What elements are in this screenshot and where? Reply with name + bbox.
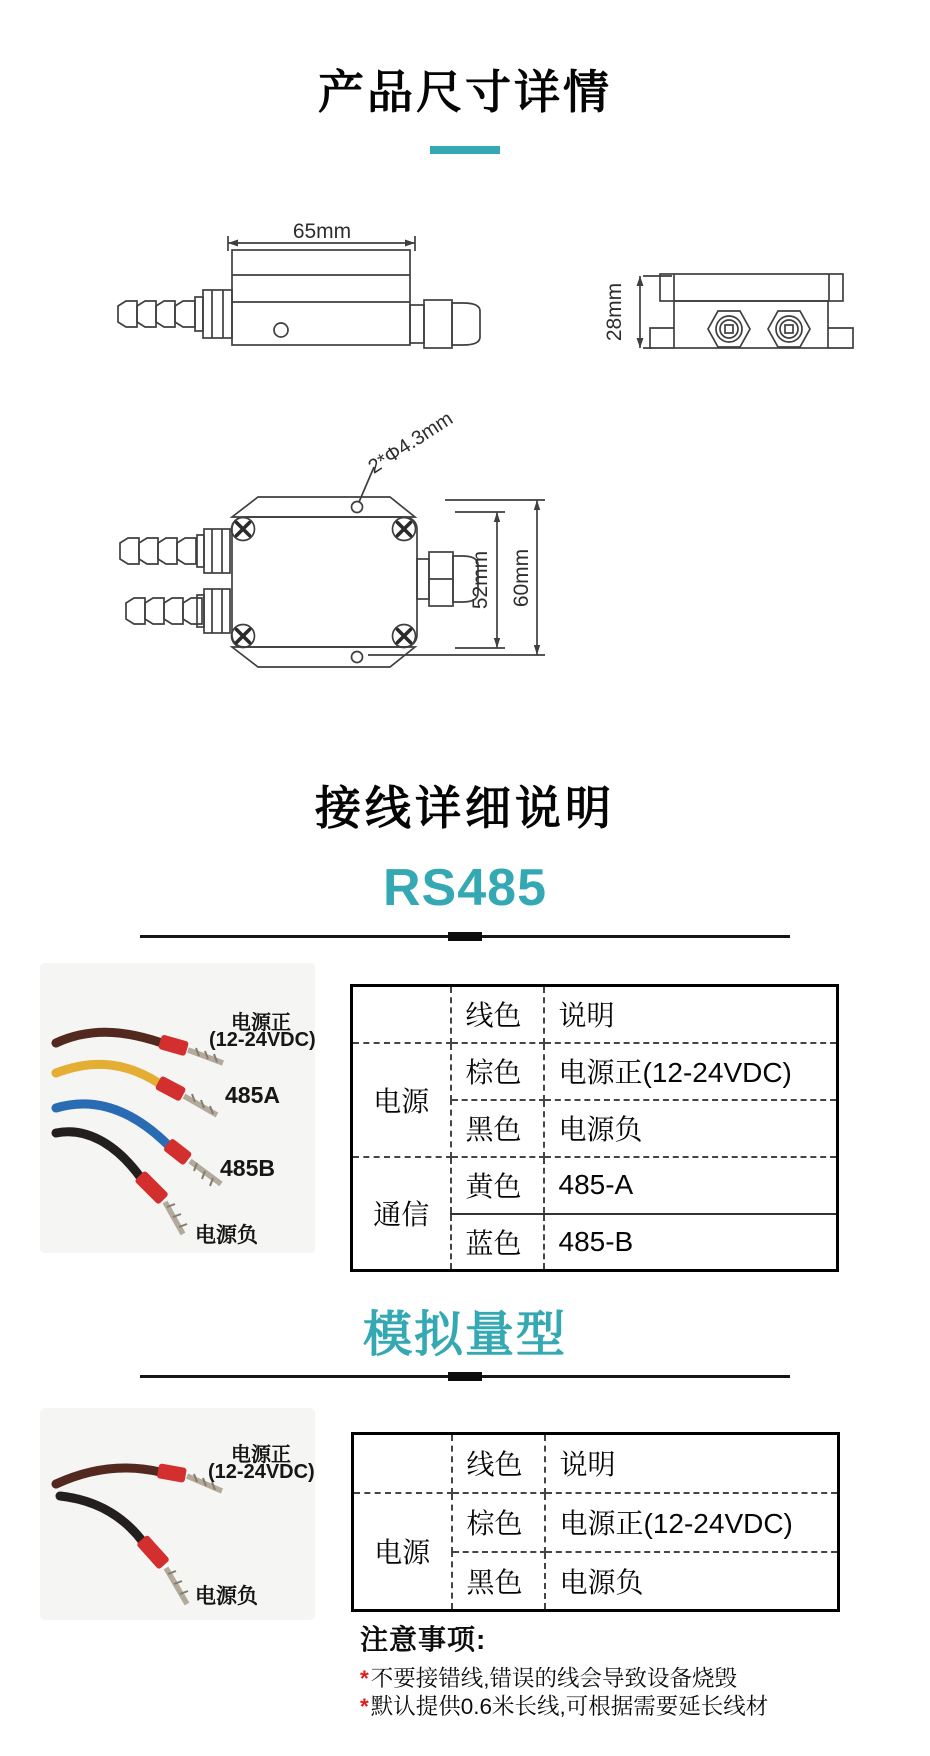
cell-desc-power-positive: 电源正(12-24VDC) [545,1493,839,1552]
wire-label-power-negative: 电源负 [195,1585,258,1608]
cell-group-power: 电源 [353,1493,452,1611]
cell-desc-power-positive: 电源正(12-24VDC) [544,1043,838,1100]
front-inner-height-dimension-label: 52mm [469,550,492,610]
note-text: 不要接错线,错误的线会导致设备烧毁 [370,1666,738,1691]
cell-color-black: 黑色 [451,1100,544,1157]
cell-color-black: 黑色 [452,1552,545,1611]
wire-label-power-voltage: (12-24VDC) [208,1461,315,1483]
note-text: 默认提供0.6米长线,可根据需要延长线材 [370,1693,769,1719]
analog-wiring-table [351,1432,840,1612]
cell-group-power: 电源 [352,1043,451,1157]
wire-label-power-positive: 电源正 [231,1012,291,1034]
cell-group-comm: 通信 [352,1157,451,1271]
notes-block [360,1618,790,1721]
divider-accent-segment [448,1372,482,1381]
cell-header-color: 线色 [451,986,544,1043]
required-asterisk: * [360,1693,369,1719]
notes-heading: 注意事项: [360,1624,487,1655]
wire-label-power-positive: 电源正 [231,1444,291,1466]
cell-desc-485a: 485-A [544,1157,838,1214]
title-underline-accent [430,146,500,154]
cell-color-brown: 棕色 [452,1493,545,1552]
front-view-drawing [120,408,545,667]
cell-desc-485b: 485-B [544,1214,838,1271]
rs485-wiring-table [350,984,839,1272]
wire-label-485b: 485B [220,1155,275,1181]
front-outer-height-dimension-label: 60mm [510,548,533,608]
cell-desc-power-negative: 电源负 [544,1100,838,1157]
analog-section-title: 模拟量型 [362,1308,567,1362]
cell-desc-power-negative: 电源负 [545,1552,839,1611]
section-divider [140,1375,790,1378]
cell-color-yellow: 黄色 [451,1157,544,1214]
section-divider [140,935,790,938]
page-title: 产品尺寸详情 [318,66,612,118]
required-asterisk: * [360,1666,369,1691]
wire-label-485a: 485A [225,1082,280,1108]
wire-label-power-negative: 电源负 [195,1224,258,1247]
end-height-dimension-label: 28mm [603,282,626,342]
divider-accent-segment [448,932,482,941]
end-view-drawing [603,274,853,348]
cell-header-desc: 说明 [545,1434,839,1493]
wire-label-power-voltage: (12-24VDC) [209,1029,316,1051]
dimension-drawings [0,180,930,680]
cell-header-color: 线色 [452,1434,545,1493]
wiring-section-title: 接线详细说明 [315,782,615,834]
cell-color-brown: 棕色 [451,1043,544,1100]
cell-color-blue: 蓝色 [451,1214,544,1271]
cell-header-empty [353,1434,452,1493]
cell-header-empty [352,986,451,1043]
note-item [360,1665,790,1693]
side-width-dimension-label: 65mm [292,220,352,243]
rs485-section-title: RS485 [383,859,547,917]
note-item [360,1693,790,1721]
side-view-drawing [118,220,480,348]
front-hole-dimension-label: 2*Φ4.3mm [364,407,457,479]
cell-header-desc: 说明 [544,986,838,1043]
